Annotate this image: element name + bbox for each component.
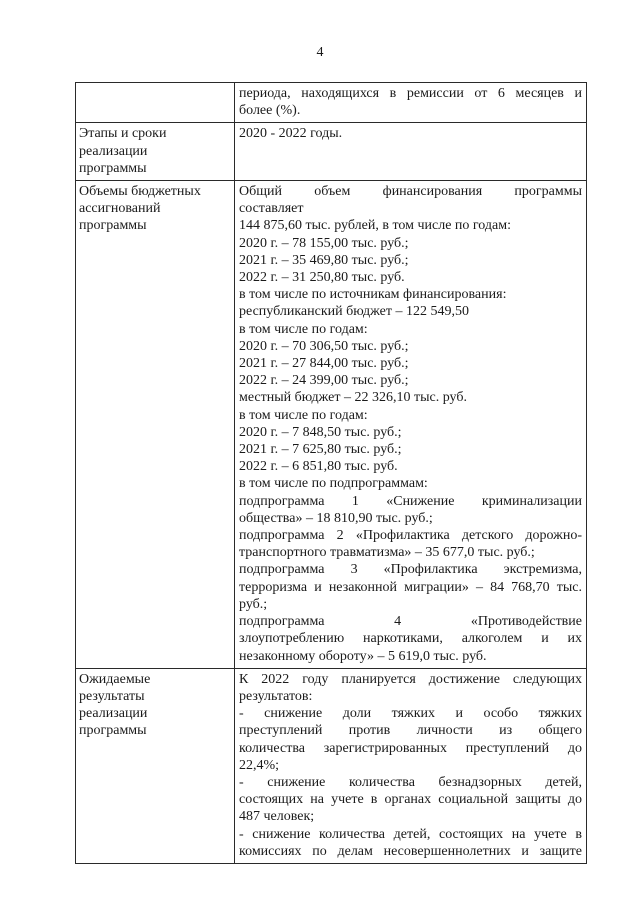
row-value-line: 2020 г. – 78 155,00 тыс. руб.;: [239, 235, 409, 251]
table-row: [76, 181, 587, 669]
row-value-line: К 2022 году планируется достижение следующих: [239, 671, 582, 687]
row-label-line: Ожидаемые: [79, 671, 151, 687]
row-label-line: реализации: [79, 143, 148, 159]
row-value-line: в том числе по годам:: [239, 407, 368, 423]
row-value-line: общества» – 18 810,90 тыс. руб.;: [239, 510, 433, 526]
row-value-line: периода, находящихся в ремиссии от 6 месяцев и: [239, 86, 582, 101]
row-label-line: программы: [79, 160, 147, 176]
row-value-line: злоупотреблению наркотиками, алкоголем и их: [239, 631, 582, 647]
row-value-line: 2020 г. – 70 306,50 тыс. руб.;: [239, 338, 409, 354]
row-value-line: результатов:: [239, 688, 313, 704]
row-value-line: составляет: [239, 201, 304, 217]
row-value-line: комиссиях по делам несовершеннолетних и защите: [239, 843, 582, 859]
row-label-cell: [76, 181, 235, 669]
row-value-line: руб.;: [239, 596, 268, 612]
row-label-cell: [76, 123, 235, 181]
row-label-line: программы: [79, 723, 147, 739]
row-value-line: преступлений против личности из общего: [239, 723, 582, 739]
row-value-line: транспортного травматизма» – 35 677,0 тыс. руб.;: [239, 545, 535, 561]
row-label-cell: [76, 668, 235, 863]
page-number: 4: [316, 45, 324, 60]
row-value-line: Общий объем финансирования программы: [239, 184, 582, 200]
row-value-line: 2022 г. – 6 851,80 тыс. руб.: [239, 459, 398, 475]
row-value-line: в том числе по источникам финансирования:: [239, 287, 507, 303]
row-value-line: подпрограмма 1 «Снижение криминализации: [239, 493, 582, 509]
row-value-line: 487 человек;: [239, 809, 315, 825]
program-passport-table: [75, 82, 587, 864]
row-value-line: подпрограмма 3 «Профилактика экстремизма,: [239, 562, 582, 578]
table-row: [76, 123, 587, 181]
table-row: [76, 83, 587, 123]
row-label-cell: [76, 83, 235, 123]
row-value-cell: [235, 668, 587, 863]
row-value-line: более (%).: [239, 103, 301, 119]
row-value-line: 2021 г. – 27 844,00 тыс. руб.;: [239, 356, 409, 372]
row-value-line: местный бюджет – 22 326,10 тыс. руб.: [239, 390, 467, 406]
row-value-line: республиканский бюджет – 122 549,50: [239, 304, 469, 320]
table-row: [76, 668, 587, 863]
row-value-cell: [235, 123, 587, 181]
row-value-line: терроризма и незаконной миграции» – 84 768,70 тыс.: [239, 579, 582, 595]
row-value-line: 22,4%;: [239, 757, 280, 773]
row-value-line: 2021 г. – 35 469,80 тыс. руб.;: [239, 252, 409, 268]
row-value-line: подпрограмма 4 «Противодействие: [239, 614, 582, 630]
row-value-line: количества зарегистрированных преступлений до: [239, 740, 582, 756]
row-value-line: - снижение доли тяжких и особо тяжких: [239, 706, 582, 722]
row-label-line: результаты: [79, 688, 145, 704]
row-value-line: 2022 г. – 24 399,00 тыс. руб.;: [239, 373, 409, 389]
row-value-line: в том числе по годам:: [239, 321, 368, 337]
row-value-line: 2021 г. – 7 625,80 тыс. руб.;: [239, 442, 402, 458]
row-label-line: программы: [79, 218, 147, 234]
row-label-line: ассигнований: [79, 201, 161, 217]
row-value-line: - снижение количества детей, состоящих на учете в: [239, 826, 582, 842]
row-value-line: - снижение количества безнадзорных детей,: [239, 774, 582, 790]
row-value-line: 2020 - 2022 годы.: [239, 126, 343, 142]
row-value-line: в том числе по подпрограммам:: [239, 476, 428, 492]
row-value-line: 144 875,60 тыс. рублей, в том числе по годам:: [239, 218, 511, 234]
row-value-line: 2020 г. – 7 848,50 тыс. руб.;: [239, 424, 402, 440]
row-value-cell: [235, 181, 587, 669]
row-value-line: состоящих на учете в органах социальной защиты до: [239, 792, 582, 808]
row-value-line: незаконному обороту» – 5 619,0 тыс. руб.: [239, 648, 487, 664]
row-label-line: Этапы и сроки: [79, 126, 167, 142]
row-value-line: 2022 г. – 31 250,80 тыс. руб.: [239, 270, 405, 286]
row-value-cell: [235, 83, 587, 123]
row-label-line: Объемы бюджетных: [79, 184, 201, 200]
row-value-line: подпрограмма 2 «Профилактика детского дорожно-: [239, 528, 582, 544]
row-label-line: реализации: [79, 706, 148, 722]
